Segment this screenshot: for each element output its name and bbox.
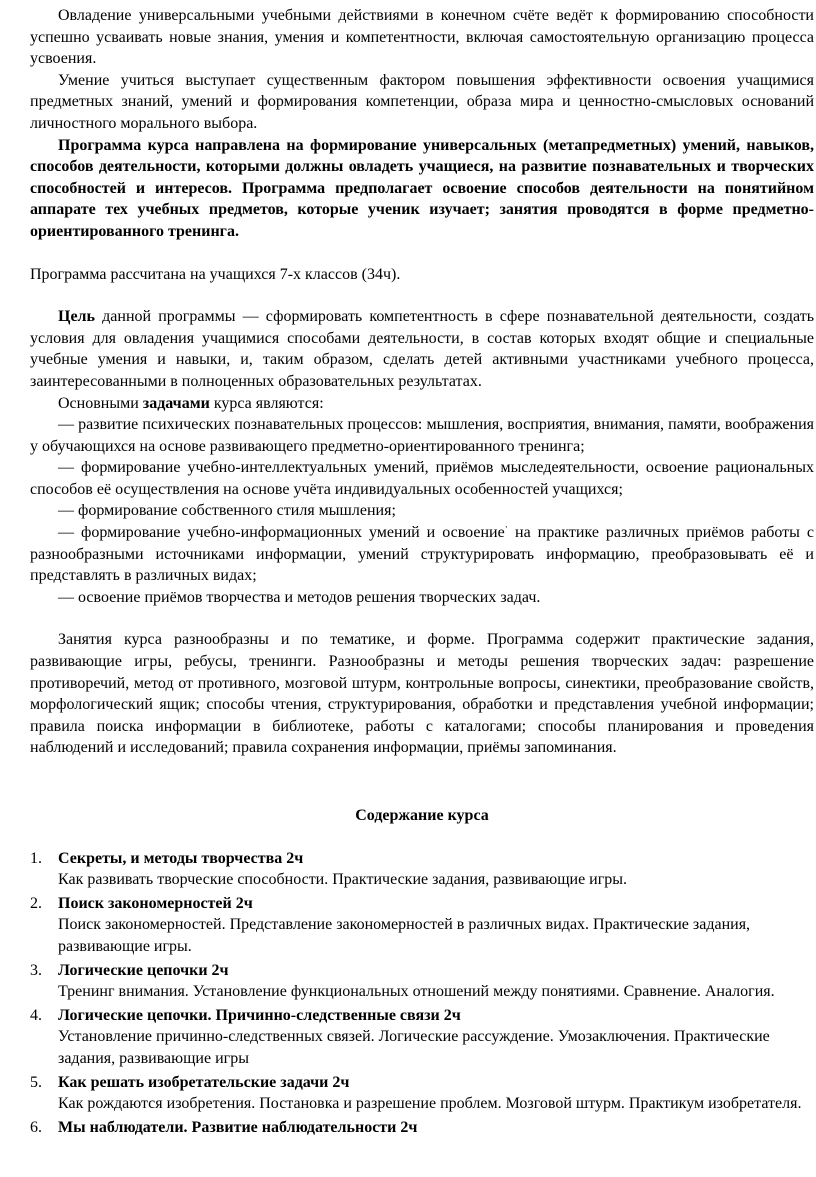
paragraph-learning-skill: Умение учиться выступает существенным фактором повышения эффективности освоения учащимися предметных знаний, умений и формирования компетенции, образа мира и ценностно-смысловых оснований личностного морального выбора.	[30, 71, 814, 132]
paragraph-program-aim: Программа курса направлена на формирование универсальных (метапредметных) умений, навыков, способов деятельности, которыми должны овладеть учащиеся, на развитие познавательных и творческих способностей и интересов. Программа предполагает освоение способов деятельности на понятийном аппарате тех учебных предметов, которые ученик изучает; занятия проводятся в форме предметно-ориентированного тренинга.	[30, 136, 814, 240]
goal-text: данной программы — сформировать компетентность в сфере познавательной деятельности, создать условия для овладения учащимися способами деятельности, в состав которых входят общие и специальные учебные умения и навыки, и, таким образом, сделать детей активными участниками учебного процесса, заинтересованными в полноценных образовательных результатах.	[30, 308, 814, 390]
course-item-number: 5.	[30, 1073, 42, 1091]
task-item: — формирование собственного стиля мышления;	[58, 502, 396, 520]
task-4-post: на практике различных приёмов работы с разнообразными источниками информации, умений структурировать информацию, преобразовывать её и представлять в различных видах;	[30, 524, 815, 585]
tasks-intro-pre: Основными	[58, 394, 143, 412]
paragraph-tasks-intro	[30, 393, 814, 415]
document-page	[30, 5, 814, 1140]
course-item-title: Поиск закономерностей 2ч	[58, 894, 253, 912]
task-item: — развитие психических познавательных процессов: мышления, восприятия, внимания, памяти, воображения у обучающихся на основе развивающего предметно-ориентированного тренинга;	[30, 416, 814, 455]
course-item	[30, 1005, 814, 1070]
paragraph-audience: Программа рассчитана на учащихся 7-х классов (34ч).	[30, 265, 401, 283]
tasks-label: задачами	[142, 394, 210, 412]
paragraph-goal	[30, 306, 814, 392]
course-content-list	[30, 848, 814, 1139]
course-item-number: 3.	[30, 961, 42, 979]
course-item-title: Секреты, и методы творчества 2ч	[58, 849, 304, 867]
course-item	[30, 1072, 814, 1115]
section-title: Содержание курса	[355, 807, 489, 824]
course-item-title: Как решать изобретательские задачи 2ч	[58, 1073, 350, 1091]
course-item	[30, 960, 814, 1003]
task-4-mark: ·	[504, 522, 509, 534]
course-item-title: Логические цепочки. Причинно-следственные связи 2ч	[58, 1006, 461, 1024]
course-item	[30, 1117, 814, 1139]
goal-label: Цель	[58, 308, 95, 326]
course-item	[30, 848, 814, 891]
course-item-description: Установление причинно-следственных связей. Логические рассуждение. Умозаключения. Практические задания, развивающие игры	[58, 1028, 770, 1067]
course-item	[30, 893, 814, 958]
course-item-title: Логические цепочки 2ч	[58, 961, 229, 979]
task-item: — освоение приёмов творчества и методов решения творческих задач.	[58, 588, 541, 606]
course-item-number: 4.	[30, 1006, 42, 1024]
paragraph-activities: Занятия курса разнообразны и по тематике, и форме. Программа содержит практические задания, развивающие игры, ребусы, тренинги. Разнообразны и методы решения творческих задач: разрешение противоречий, метод от противного, мозговой штурм, контрольные вопросы, синектики, преобразование свойств, морфологический ящик; способы чтения, структурирования, обработки и представления учебной информации; правила поиска информации в библиотеке, работы с каталогами; способы планирования и проведения наблюдений и исследований; правила сохранения информации, приёмы запоминания.	[30, 631, 814, 757]
task-4-pre: — формирование учебно-информационных умений и освоение	[58, 524, 505, 542]
course-item-number: 6.	[30, 1118, 42, 1136]
course-item-number: 2.	[30, 894, 42, 912]
course-item-number: 1.	[30, 849, 42, 867]
tasks-intro-post: курса являются:	[209, 394, 324, 412]
paragraph-intro: Овладение универсальными учебными действиями в конечном счёте ведёт к формированию способности успешно усваивать новые знания, умения и компетентности, включая самостоятельную организацию процесса усвоения.	[30, 7, 814, 68]
task-item	[30, 522, 814, 587]
course-item-description: Как рождаются изобретения. Постановка и разрешение проблем. Мозговой штурм. Практикум изобретателя.	[58, 1095, 802, 1113]
course-item-description: Тренинг внимания. Установление функциональных отношений между понятиями. Сравнение. Аналогия.	[58, 983, 775, 1001]
course-item-description: Как развивать творческие способности. Практические задания, развивающие игры.	[58, 871, 628, 889]
course-item-title: Мы наблюдатели. Развитие наблюдательности 2ч	[58, 1118, 418, 1136]
task-item: — формирование учебно-интеллектуальных умений, приёмов мыследеятельности, освоение рациональных способов её осуществления на основе учёта индивидуальных особенностей учащихся;	[30, 459, 814, 498]
course-item-description: Поиск закономерностей. Представление закономерностей в различных видах. Практические задания, развивающие игры.	[58, 916, 751, 955]
